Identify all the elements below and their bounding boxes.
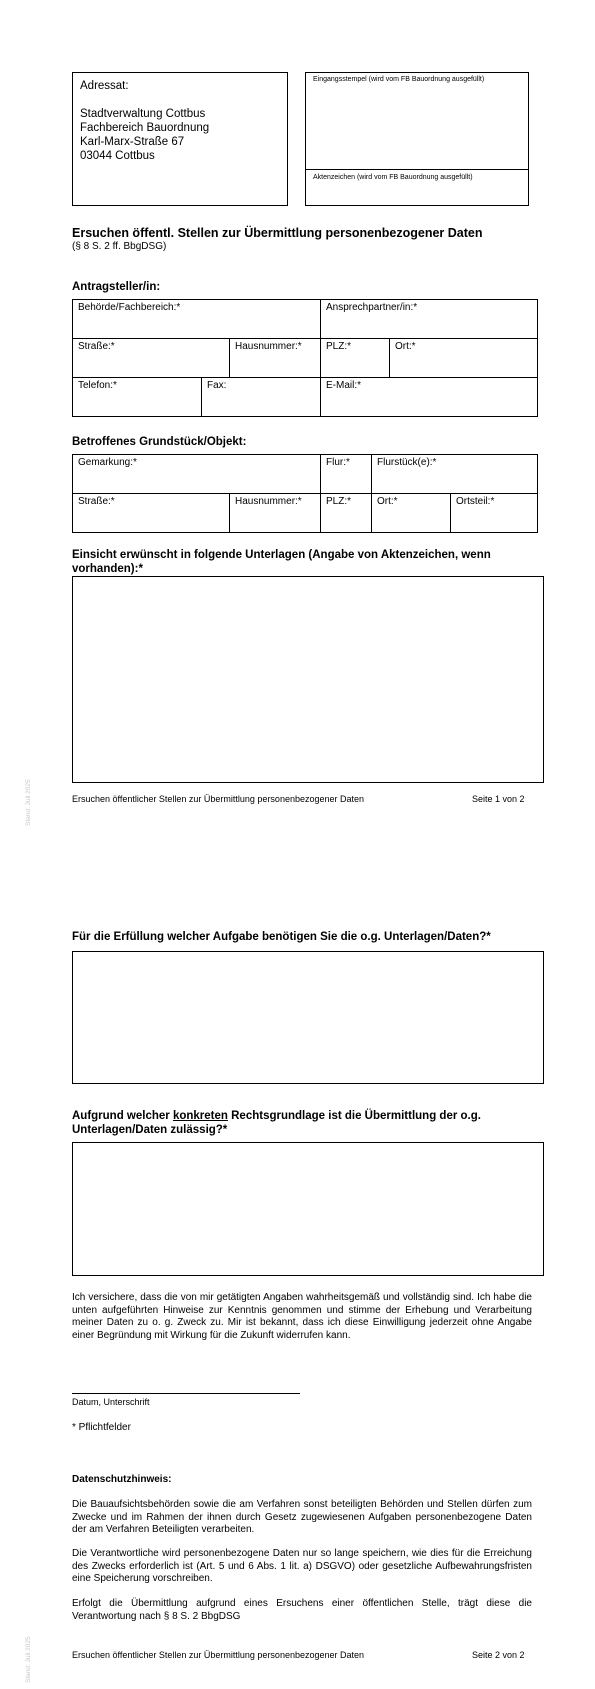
documents-textarea[interactable] [72,576,544,783]
fax-label: Fax: [207,380,227,391]
required-note: * Pflichtfelder [72,1422,131,1433]
zip-label: PLZ:* [326,496,352,507]
version-stamp: Stand: Juli 2025 [25,779,32,826]
version-stamp: Stand: Juli 2025 [25,1636,32,1683]
house-number-label: Hausnummer:* [235,496,302,507]
district-field[interactable] [72,454,321,494]
contact-person-label: Ansprechpartner/in:* [326,302,418,313]
entry-stamp-field [306,73,528,170]
signature-label: Datum, Unterschrift [72,1397,150,1407]
city-label: Ort:* [377,496,398,507]
property-house-number-field[interactable] [229,493,321,533]
legal-basis-textarea[interactable] [72,1142,544,1276]
footer-page-number: Seite 1 von 2 [472,794,525,804]
documents-heading: Einsicht erwünscht in folgende Unterlagen (Angabe von Aktenzeichen, wenn vorhanden):* [72,549,491,575]
street-label: Straße:* [78,496,115,507]
email-field[interactable] [320,377,538,417]
authority-label: Behörde/Fachbereich:* [78,302,181,313]
form-subtitle: (§ 8 S. 2 ff. BbgDSG) [72,241,167,252]
zip-label: PLZ:* [326,341,352,352]
property-heading: Betroffenes Grundstück/Objekt: [72,436,247,448]
applicant-zip-field[interactable] [320,338,390,378]
district-label: Gemarkung:* [78,457,137,468]
applicant-house-number-field[interactable] [229,338,321,378]
privacy-paragraph: Erfolgt die Übermittlung aufgrund eines Ersuchens einer öffentlichen Stelle, trägt diese die Verantwortung nach § 8 S. 2 BbgDSG [72,1598,532,1622]
file-number-field [306,170,528,185]
phone-label: Telefon:* [78,380,117,391]
declaration-text: Ich versichere, dass die von mir getätigten Angaben wahrheitsgemäß und vollständig sind. Ich habe die unten aufgeführten Hinweise zur Kenntnis genommen und stimme der Erhebung und Verarbeitung meiner Daten zu o. g. Zweck zu. Mir ist bekannt, dass ich diese Einwilligung jederzeit ohne Angabe einer Begründung mit Wirkung für die Zukunft widerrufen kann. [72,1292,532,1341]
addressee-label: Adressat: [80,80,129,92]
parcel-field[interactable] [371,454,538,494]
applicant-heading: Antragsteller/in: [72,281,161,293]
signature-line[interactable] [72,1393,300,1394]
privacy-paragraph: Die Bauaufsichtsbehörden sowie die am Verfahren sonst beteiligten Behörden und Stellen dürfen zum Zwecke und im Rahmen der ihnen durch Gesetz zugewiesenen Aufgaben personenbezogene Daten der am Verfahren Beteiligten verarbeiten. [72,1499,532,1535]
legal-basis-heading [72,1109,542,1137]
parcel-label: Flurstück(e):* [377,457,437,468]
task-textarea[interactable] [72,951,544,1084]
task-heading: Für die Erfüllung welcher Aufgabe benötigen Sie die o.g. Unterlagen/Daten?* [72,931,491,943]
addressee-line: 03044 Cottbus [80,150,155,162]
property-quarter-field[interactable] [450,493,538,533]
addressee-line: Karl-Marx-Straße 67 [80,136,185,148]
legal-basis-heading-part2: Rechtsgrundlage ist die Übermittlung der o.g. Unterlagen/Daten zulässig?* [72,1110,481,1136]
footer-text: Ersuchen öffentlicher Stellen zur Übermittlung personenbezogener Daten [72,1650,365,1660]
street-label: Straße:* [78,341,115,352]
footer-text: Ersuchen öffentlicher Stellen zur Übermittlung personenbezogener Daten [72,794,365,804]
footer-page-number: Seite 2 von 2 [472,1650,525,1660]
flur-label: Flur:* [326,457,350,468]
flur-field[interactable] [320,454,372,494]
property-street-field[interactable] [72,493,230,533]
privacy-paragraph: Die Verantwortliche wird personenbezogene Daten nur so lange speichern, wie dies für die Erreichung des Zwecks erforderlich ist (Art. 5 und 6 Abs. 1 lit. a) DSGVO) oder gesetzliche Aufbewahrungsfristen eine Speicherung vorschreiben. [72,1548,532,1584]
privacy-heading: Datenschutzhinweis: [72,1474,172,1485]
addressee-line: Fachbereich Bauordnung [80,122,210,134]
contact-person-field[interactable] [320,299,538,339]
phone-field[interactable] [72,377,202,417]
addressee-box [72,72,288,206]
authority-field[interactable] [72,299,321,339]
legal-basis-heading-emphasis: konkreten [172,1110,228,1122]
stamp-box [305,72,529,206]
legal-basis-heading-part1: Aufgrund welcher [72,1110,173,1122]
email-label: E-Mail:* [326,380,362,391]
form-title: Ersuchen öffentl. Stellen zur Übermittlung personenbezogener Daten [72,226,483,240]
house-number-label: Hausnummer:* [235,341,302,352]
file-number-label: Aktenzeichen (wird vom FB Bauordnung ausgefüllt) [313,174,473,181]
property-zip-field[interactable] [320,493,372,533]
property-city-field[interactable] [371,493,451,533]
applicant-city-field[interactable] [389,338,538,378]
entry-stamp-label: Eingangsstempel (wird vom FB Bauordnung ausgefüllt) [313,76,485,83]
quarter-label: Ortsteil:* [456,496,495,507]
applicant-street-field[interactable] [72,338,230,378]
fax-field[interactable] [201,377,321,417]
addressee-line: Stadtverwaltung Cottbus [80,108,206,120]
city-label: Ort:* [395,341,416,352]
